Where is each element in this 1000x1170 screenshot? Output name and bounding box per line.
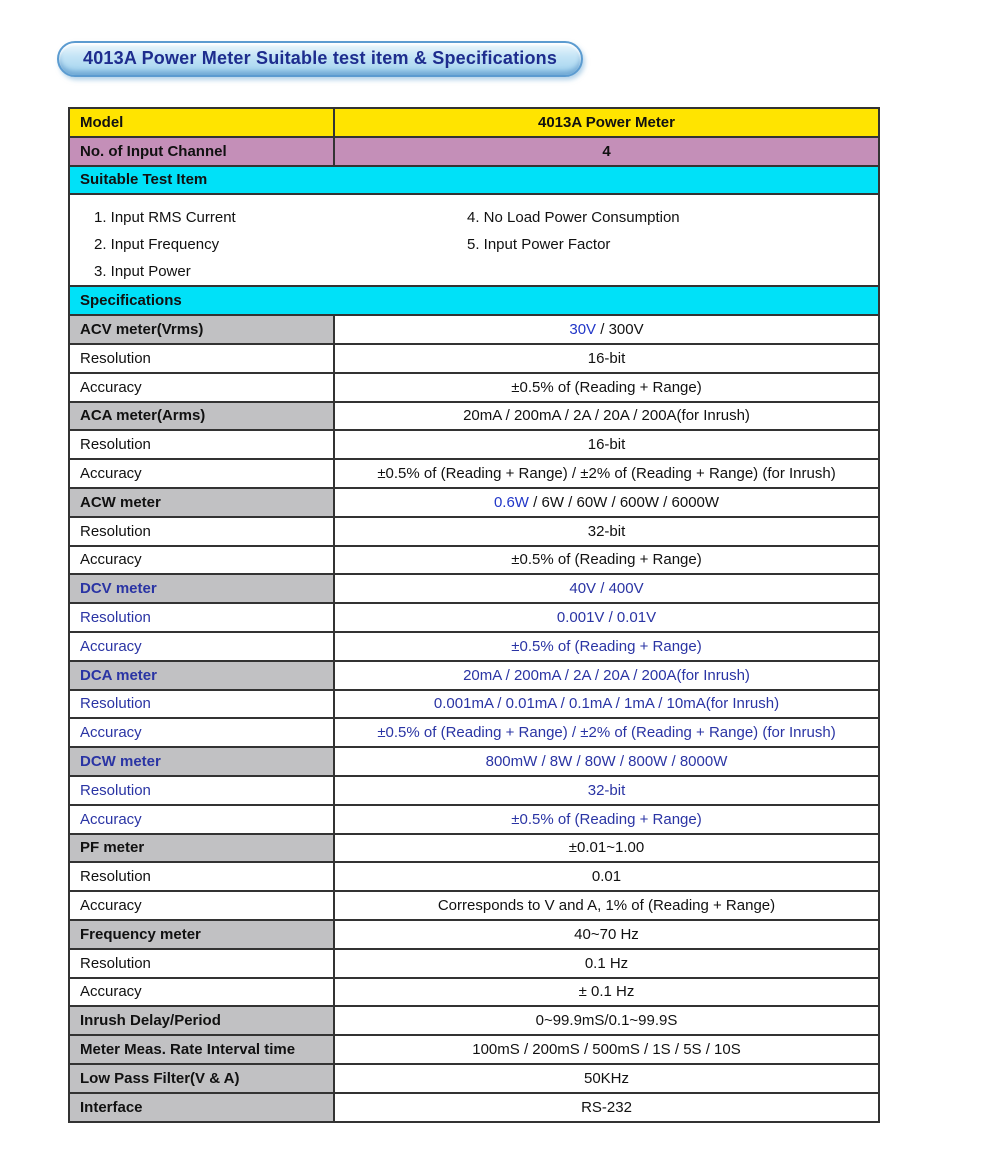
- spec-row-label: Accuracy: [69, 459, 334, 488]
- model-value: 4013A Power Meter: [334, 108, 879, 137]
- spec-row-value: [334, 402, 879, 431]
- channel-value: 4: [334, 137, 879, 166]
- spec-row: [69, 402, 879, 431]
- spec-row-label: DCW meter: [69, 747, 334, 776]
- spec-row-label: Resolution: [69, 430, 334, 459]
- spec-row-label: Resolution: [69, 603, 334, 632]
- spec-row-value: [334, 834, 879, 863]
- spec-row: [69, 1064, 879, 1093]
- spec-value-text: 800mW / 8W / 80W / 800W / 8000W: [485, 753, 728, 771]
- spec-row-label: Meter Meas. Rate Interval time: [69, 1035, 334, 1064]
- spec-value-text: 0~99.9mS/0.1~99.9S: [535, 1012, 678, 1030]
- spec-row: [69, 315, 879, 344]
- title-banner: [57, 41, 583, 77]
- spec-row-value: [334, 718, 879, 747]
- spec-row-value: [334, 805, 879, 834]
- spec-row-label: Accuracy: [69, 373, 334, 402]
- spec-row-label: ACW meter: [69, 488, 334, 517]
- spec-value-text: ±0.5% of (Reading + Range) / ±2% of (Reading + Range) (for Inrush): [377, 724, 836, 742]
- spec-row: [69, 718, 879, 747]
- spec-row-label: Accuracy: [69, 978, 334, 1007]
- spec-row-value: [334, 546, 879, 575]
- spec-value-text: 100mS / 200mS / 500mS / 1S / 5S / 10S: [472, 1041, 741, 1058]
- spec-row: [69, 546, 879, 575]
- spec-row-label: Resolution: [69, 862, 334, 891]
- spec-row: [69, 834, 879, 863]
- spec-value-text: ± 0.1 Hz: [578, 983, 635, 1001]
- spec-row-value: [334, 862, 879, 891]
- spec-row: [69, 1093, 879, 1122]
- spec-value-text: / 300V: [596, 321, 644, 339]
- spec-value-text: ±0.5% of (Reading + Range): [511, 637, 702, 655]
- spec-row-label: Accuracy: [69, 546, 334, 575]
- spec-value-text: 20mA / 200mA / 2A / 20A / 200A(for Inrush): [463, 666, 750, 684]
- spec-row: [69, 1006, 879, 1035]
- model-row: [69, 108, 879, 137]
- spec-row-value: [334, 430, 879, 459]
- spec-row: [69, 661, 879, 690]
- spec-row-label: Inrush Delay/Period: [69, 1006, 334, 1035]
- test-items-left: [80, 204, 453, 285]
- spec-row-value: [334, 1035, 879, 1064]
- spec-row: [69, 430, 879, 459]
- test-item: 1. Input RMS Current: [94, 209, 236, 227]
- spec-row-label: Resolution: [69, 344, 334, 373]
- spec-row-label: Resolution: [69, 949, 334, 978]
- page-title: 4013A Power Meter Suitable test item & Specifications: [83, 48, 558, 68]
- spec-value-text: RS-232: [581, 1098, 632, 1116]
- spec-row: [69, 805, 879, 834]
- channel-label: No. of Input Channel: [69, 137, 334, 166]
- spec-row-value: [334, 344, 879, 373]
- spec-row: [69, 776, 879, 805]
- spec-row-value: [334, 1064, 879, 1093]
- test-items-list: [80, 195, 868, 285]
- spec-row-value: [334, 978, 879, 1007]
- spec-row: [69, 517, 879, 546]
- spec-row-label: DCV meter: [69, 574, 334, 603]
- spec-value-text: Corresponds to V and A, 1% of (Reading + Range): [437, 897, 776, 915]
- spec-row: [69, 574, 879, 603]
- spec-row-value: [334, 661, 879, 690]
- spec-row-value: [334, 920, 879, 949]
- spec-row: [69, 344, 879, 373]
- model-label: Model: [69, 108, 334, 137]
- spec-row-value: [334, 459, 879, 488]
- spec-row-label: Accuracy: [69, 632, 334, 661]
- spec-value-text: 0.1 Hz: [584, 954, 629, 972]
- spec-value-highlight: 0.6W: [493, 493, 529, 511]
- channel-row: [69, 137, 879, 166]
- specifications-header-row: [69, 286, 879, 315]
- spec-row-value: [334, 1093, 879, 1122]
- test-item: 3. Input Power: [94, 263, 191, 281]
- spec-row-value: [334, 1006, 879, 1035]
- spec-value-text: 16-bit: [587, 349, 626, 367]
- spec-row: [69, 632, 879, 661]
- spec-value-highlight: 30V: [569, 321, 597, 339]
- spec-row-label: Accuracy: [69, 718, 334, 747]
- spec-row: [69, 747, 879, 776]
- spec-row: [69, 603, 879, 632]
- spec-value-text: 40V / 400V: [569, 580, 644, 598]
- spec-row-label: Resolution: [69, 517, 334, 546]
- spec-row-value: [334, 603, 879, 632]
- spec-row-value: [334, 747, 879, 776]
- test-item: 2. Input Frequency: [94, 236, 220, 254]
- spec-row-value: [334, 373, 879, 402]
- spec-value-text: 0.01: [591, 868, 622, 886]
- test-item: 5. Input Power Factor: [467, 236, 611, 254]
- spec-value-text: 32-bit: [587, 522, 626, 540]
- spec-row-label: Resolution: [69, 776, 334, 805]
- spec-row: [69, 373, 879, 402]
- spec-row: [69, 920, 879, 949]
- spec-row-value: [334, 574, 879, 603]
- spec-row-value: [334, 776, 879, 805]
- spec-row-label: PF meter: [69, 834, 334, 863]
- spec-row-value: [334, 315, 879, 344]
- spec-value-text: 40~70 Hz: [574, 925, 639, 943]
- spec-row: [69, 891, 879, 920]
- spec-row-label: ACA meter(Arms): [69, 402, 334, 431]
- spec-row-value: [334, 488, 879, 517]
- spec-value-text: 16-bit: [587, 436, 626, 454]
- spec-row: [69, 1035, 879, 1064]
- spec-row: [69, 488, 879, 517]
- spec-value-text: 50KHz: [583, 1069, 630, 1087]
- spec-row-label: Resolution: [69, 690, 334, 719]
- spec-row-value: [334, 632, 879, 661]
- spec-row: [69, 459, 879, 488]
- suitable-test-item-header: Suitable Test Item: [69, 166, 879, 195]
- spec-row-value: [334, 690, 879, 719]
- spec-row: [69, 862, 879, 891]
- specifications-header: Specifications: [69, 286, 879, 315]
- spec-row-value: [334, 949, 879, 978]
- spec-row: [69, 949, 879, 978]
- spec-row: [69, 978, 879, 1007]
- spec-value-text: ±0.5% of (Reading + Range): [511, 551, 702, 569]
- test-item: 4. No Load Power Consumption: [467, 209, 680, 227]
- spec-value-text: 0.001mA / 0.01mA / 0.1mA / 1mA / 10mA(for Inrush): [433, 695, 780, 713]
- spec-value-text: 32-bit: [587, 781, 626, 799]
- spec-table-body: [69, 315, 879, 1121]
- spec-row-value: [334, 517, 879, 546]
- spec-row-value: [334, 891, 879, 920]
- spec-row-label: Accuracy: [69, 805, 334, 834]
- spec-value-text: ±0.5% of (Reading + Range) / ±2% of (Reading + Range) (for Inrush): [377, 465, 836, 483]
- spec-value-text: ±0.5% of (Reading + Range): [511, 378, 702, 396]
- spec-value-text: ±0.5% of (Reading + Range): [511, 810, 702, 828]
- suitable-test-item-header-row: [69, 166, 879, 195]
- spec-row-label: Low Pass Filter(V & A): [69, 1064, 334, 1093]
- spec-value-text: 0.001V / 0.01V: [556, 609, 657, 627]
- spec-row: [69, 690, 879, 719]
- spec-table: [68, 107, 880, 1123]
- spec-row-label: Accuracy: [69, 891, 334, 920]
- spec-row-label: Interface: [69, 1093, 334, 1122]
- spec-row-label: DCA meter: [69, 661, 334, 690]
- spec-value-text: ±0.01~1.00: [568, 839, 645, 857]
- spec-value-text: / 6W / 60W / 600W / 6000W: [528, 493, 720, 511]
- test-items-right: [453, 204, 868, 285]
- test-items-row: [69, 194, 879, 286]
- spec-row-label: Frequency meter: [69, 920, 334, 949]
- spec-value-text: 20mA / 200mA / 2A / 20A / 200A(for Inrush): [463, 407, 750, 425]
- spec-row-label: ACV meter(Vrms): [69, 315, 334, 344]
